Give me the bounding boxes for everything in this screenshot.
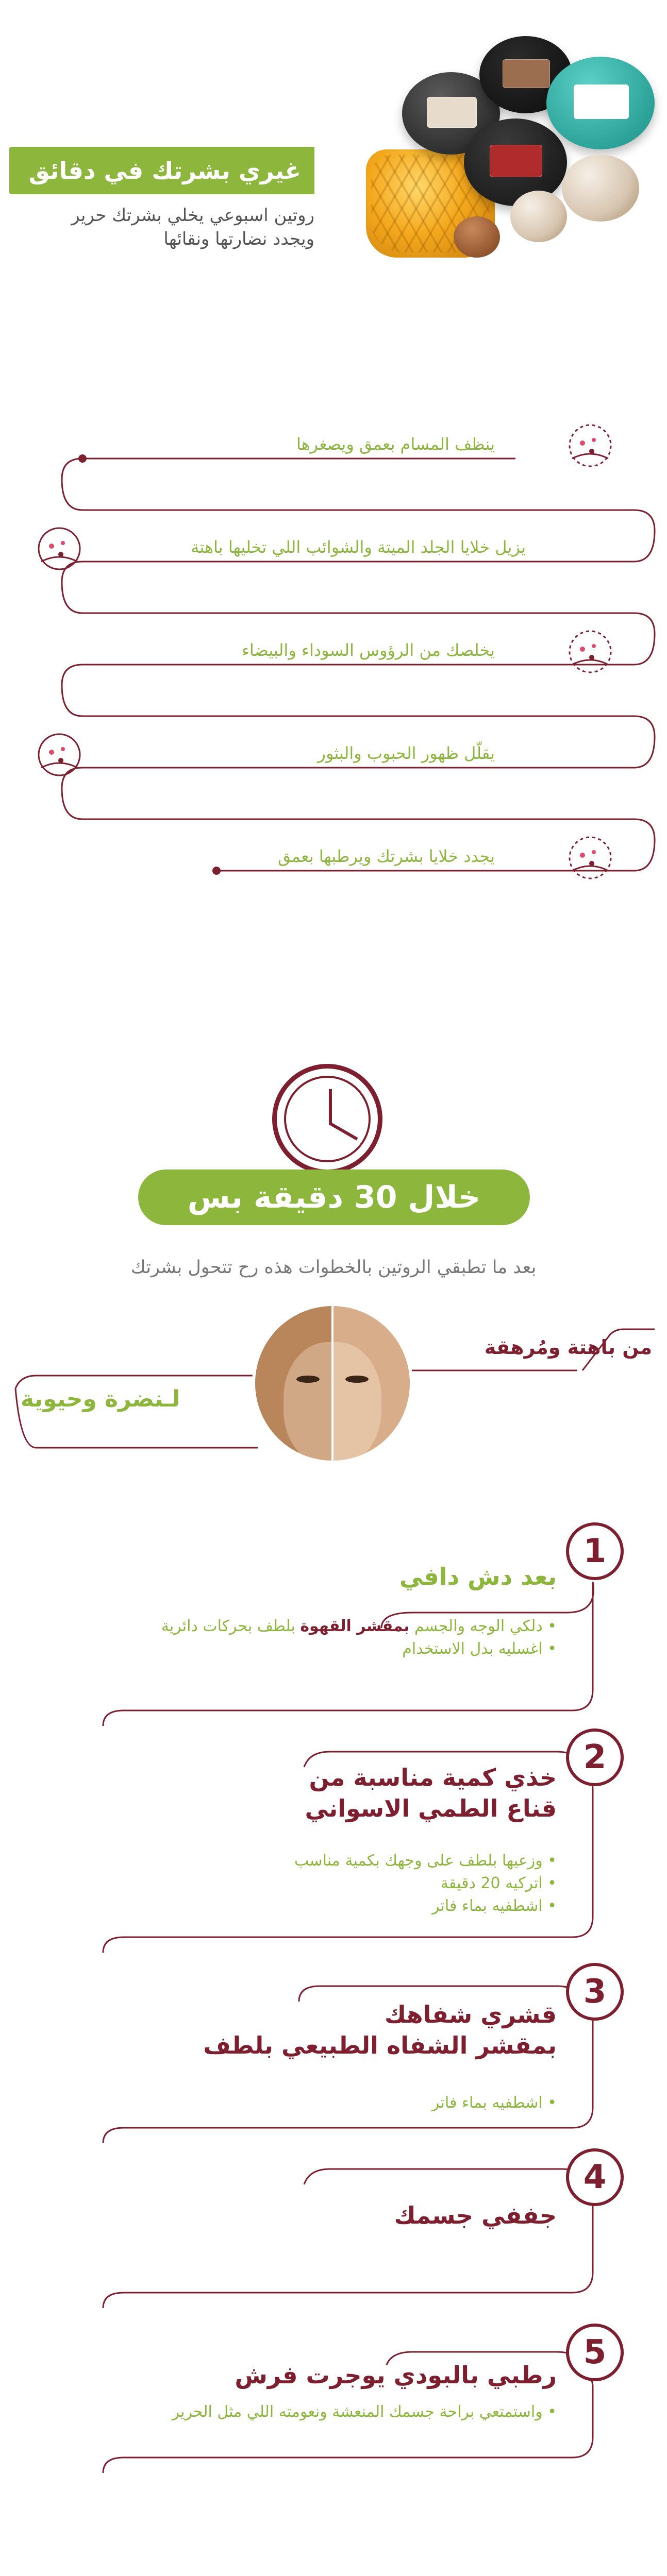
benefit-text: يخلصك من الرؤوس السوداء والبيضاء	[241, 640, 495, 660]
thirty-subtitle: بعد ما تطبقي الروتين بالخطوات هذه رح تتحول بشرتك	[130, 1257, 537, 1278]
before-after-face-image	[255, 1306, 410, 1461]
step-number: 5	[566, 2324, 624, 2381]
step-title-line: خذي كمية مناسبة من	[309, 1764, 557, 1791]
acne-icon	[31, 726, 88, 783]
before-label: من باهتة ومُرهقة	[484, 1336, 652, 1359]
hero-subtitle-line2: ويجدد نضارتها ونقائها	[163, 229, 314, 249]
benefit-text: ينظف المسام بعمق ويصغرها	[296, 434, 495, 454]
step-bullet: • وزعيها بلطف على وجهك بكمية مناسب	[294, 1852, 557, 1870]
step-title-line: جففي جسمك	[394, 2201, 557, 2229]
hero-subtitle-line1: روتين اسبوعي يخلي بشرتك حرير	[71, 205, 314, 226]
step-number: 3	[566, 1963, 624, 2021]
almond-image	[454, 216, 500, 258]
step-bullet: • واستمتعي براحة جسمك المنعشة ونعومته اللي مثل الحرير	[172, 2403, 557, 2421]
hero-title-banner	[9, 147, 314, 194]
step-number: 1	[566, 1522, 624, 1580]
step-bullets	[10, 2401, 557, 2424]
blackheads-icon	[562, 623, 619, 680]
step-title-line: بمقشر الشفاه الطبيعي بلطف	[203, 2031, 557, 2059]
benefit-text: يجدد خلايا بشرتك ويرطبها بعمق	[278, 846, 495, 866]
shea-nut-image	[562, 155, 639, 222]
step-title-line: قشري شفاهك	[384, 2001, 557, 2028]
step-bullet: • اشطفيه بماء فاتر	[431, 2094, 557, 2112]
step-title	[103, 2360, 557, 2391]
clock-icon	[272, 1064, 382, 1174]
step-bullet-text: واستمتعي براحة جسمك المنعشة ونعومته اللي مثل الحرير	[172, 2403, 543, 2421]
step-bullet: • دلكي الوجه والجسم بمقشر القهوة بلطف بحركات دائرية	[161, 1617, 557, 1635]
step-bullet-text: وزعيها بلطف على وجهك بكمية مناسب	[294, 1852, 543, 1870]
step-title	[103, 1999, 557, 2061]
step-bullet-text: دلكي الوجه والجسم	[409, 1617, 543, 1635]
benefit-text: يقلّل ظهور الحبوب والبثور	[318, 743, 495, 763]
step-title	[103, 1762, 557, 1824]
step-title	[103, 1561, 557, 1592]
step-bullet-text: بمقشر القهوة	[300, 1617, 410, 1635]
after-label: لـنضرة وحيوية	[21, 1386, 180, 1412]
step-title-line: بعد دش دافي	[399, 1563, 557, 1590]
step-bullet-text: اشطفيه بماء فاتر	[431, 1897, 543, 1915]
shea-nut-image	[510, 191, 567, 242]
step-bullets	[10, 2092, 557, 2114]
step-bullets	[10, 1850, 557, 1918]
products-image	[356, 21, 665, 273]
benefit-text: يزيل خلايا الجلد الميتة والشوائب اللي تخليها باهتة	[191, 537, 526, 557]
step-bullet: • اغسليه بدل الاستخدام	[402, 1640, 557, 1658]
step-bullet: • اتركيه 20 دقيقة	[440, 1874, 557, 1892]
skin-layers-icon	[31, 520, 88, 577]
step-bullet-text: اشطفيه بماء فاتر	[431, 2094, 543, 2112]
step-title	[103, 2200, 557, 2231]
cells-icon	[562, 829, 619, 886]
body-yogurt-jar	[546, 57, 655, 149]
step-bullet-text: اتركيه 20 دقيقة	[440, 1874, 543, 1892]
pores-icon	[562, 417, 619, 474]
hero-subtitle	[10, 204, 314, 251]
step-bullet-text: بلطف بحركات دائرية	[161, 1617, 301, 1635]
step-title-line: قناع الطمي الاسواني	[305, 1794, 557, 1822]
step-number: 2	[566, 1728, 624, 1786]
step-bullet-text: اغسليه بدل الاستخدام	[402, 1640, 543, 1658]
step-bullet: • اشطفيه بماء فاتر	[431, 1897, 557, 1915]
hero-title: غيري بشرتك في دقائق	[28, 157, 301, 184]
step-number: 4	[566, 2148, 624, 2206]
thirty-minutes-text: خلال 30 دقيقة بس	[187, 1179, 481, 1215]
step-bullets	[10, 1615, 557, 1660]
thirty-minutes-banner	[138, 1170, 530, 1225]
step-title-line: رطبي بالبودي يوجرت فرش	[235, 2361, 557, 2389]
